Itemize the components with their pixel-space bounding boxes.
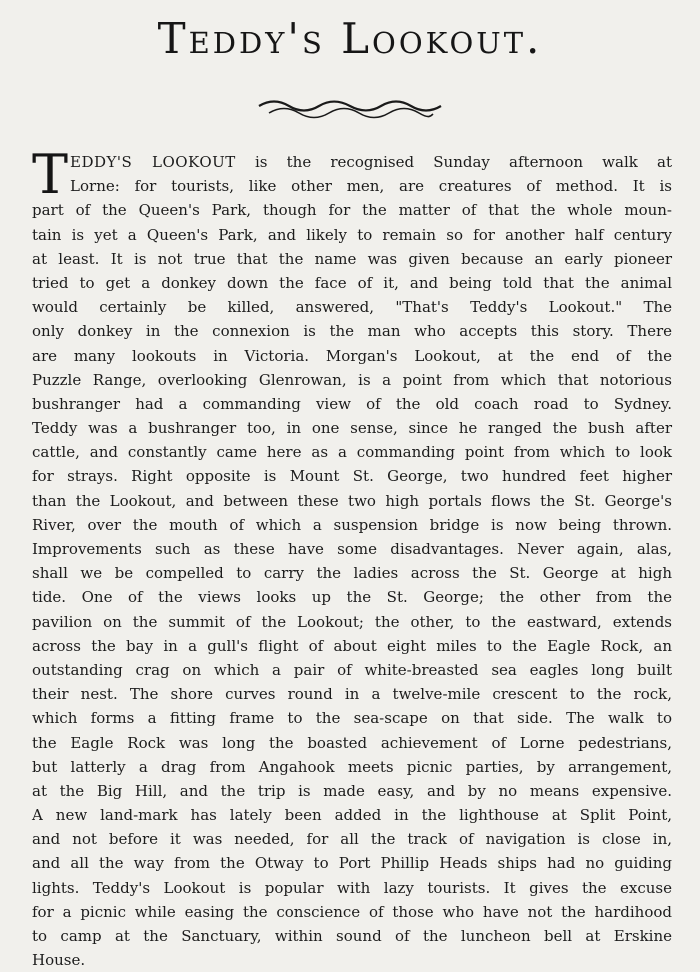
text-line: House. <box>32 951 86 970</box>
text-line: cattle, and constantly came here as a commanding point from which to look <box>32 443 672 462</box>
text-line: Improvements such as these have some disadvantages. Never again, alas, <box>32 540 672 558</box>
text-line: at the Big Hill, and the trip is made easy, and by no means expensive. <box>32 781 672 800</box>
text-line: River, over the mouth of which a suspension bridge is now being thrown. <box>32 515 672 534</box>
text-line: at least. It is not true that the name was given because an early pioneer <box>32 249 672 268</box>
article-lead: EDDY'S LOOKOUT <box>70 153 236 171</box>
text-line: and not before it was needed, for all the track of navigation is close in, <box>32 830 672 849</box>
text-line: would certainly be killed, answered, "That's Teddy's Lookout." The <box>32 298 672 317</box>
article-body <box>32 143 672 972</box>
text-line: tried to get a donkey down the face of it, and being told that the animal <box>32 273 672 292</box>
text-line: part of the Queen's Park, though for the matter of that the whole moun- <box>32 201 672 220</box>
text-line: outstanding crag on which a pair of white-breasted sea eagles long built <box>32 660 672 679</box>
text-line-content: is the recognised Sunday afternoon walk at <box>235 153 672 171</box>
text-line: but latterly a drag from Angahook meets picnic parties, by arrangement, <box>32 757 672 776</box>
text-line: their nest. The shore curves round in a twelve-mile crescent to the rock, <box>32 685 672 704</box>
text-line: than the Lookout, and between these two high portals flows the St. George's <box>32 491 672 510</box>
text-line: lights. Teddy's Lookout is popular with lazy tourists. It gives the excuse <box>32 878 672 897</box>
text-line: to camp at the Sanctuary, within sound of the luncheon bell at Erskine <box>32 927 672 945</box>
text-line: shall we be compelled to carry the ladies across the St. George at high <box>32 564 672 583</box>
text-line: across the bay in a gull's flight of about eight miles to the Eagle Rock, an <box>32 636 672 655</box>
text-line: tide. One of the views looks up the St. George; the other from the <box>32 588 672 607</box>
drop-cap: T <box>32 143 69 206</box>
text-line: Lorne: for tourists, like other men, are creatures of method. It is <box>70 177 672 196</box>
text-line: for strays. Right opposite is Mount St. George, two hundred feet higher <box>32 467 672 486</box>
page-title: Teddy's Lookout. <box>157 14 543 63</box>
text-line: Puzzle Range, overlooking Glenrowan, is a point from which that notorious <box>32 370 672 389</box>
text-line: tain is yet a Queen's Park, and likely to remain so for another half century <box>32 225 672 244</box>
text-line <box>32 150 672 174</box>
wave-ornament-divider <box>255 96 445 122</box>
text-line: Teddy was a bushranger too, in one sense, since he ranged the bush after <box>32 419 672 438</box>
text-line: only donkey in the connexion is the man who accepts this story. There <box>32 322 672 341</box>
text-line: pavilion on the summit of the Lookout; the other, to the eastward, extends <box>32 612 672 631</box>
text-line: the Eagle Rock was long the boasted achievement of Lorne pedestrians, <box>32 733 672 752</box>
text-line: for a picnic while easing the conscience of those who have not the hardihood <box>32 902 672 921</box>
text-line: are many lookouts in Victoria. Morgan's Lookout, at the end of the <box>32 346 672 365</box>
text-line: bushranger had a commanding view of the old coach road to Sydney. <box>32 394 672 413</box>
text-line: A new land-mark has lately been added in the lighthouse at Split Point, <box>32 806 672 825</box>
ornament-wave-lower <box>269 109 433 118</box>
text-line: which forms a fitting frame to the sea-scape on that side. The walk to <box>32 709 672 728</box>
text-line: and all the way from the Otway to Port Phillip Heads ships had no guiding <box>32 854 672 873</box>
